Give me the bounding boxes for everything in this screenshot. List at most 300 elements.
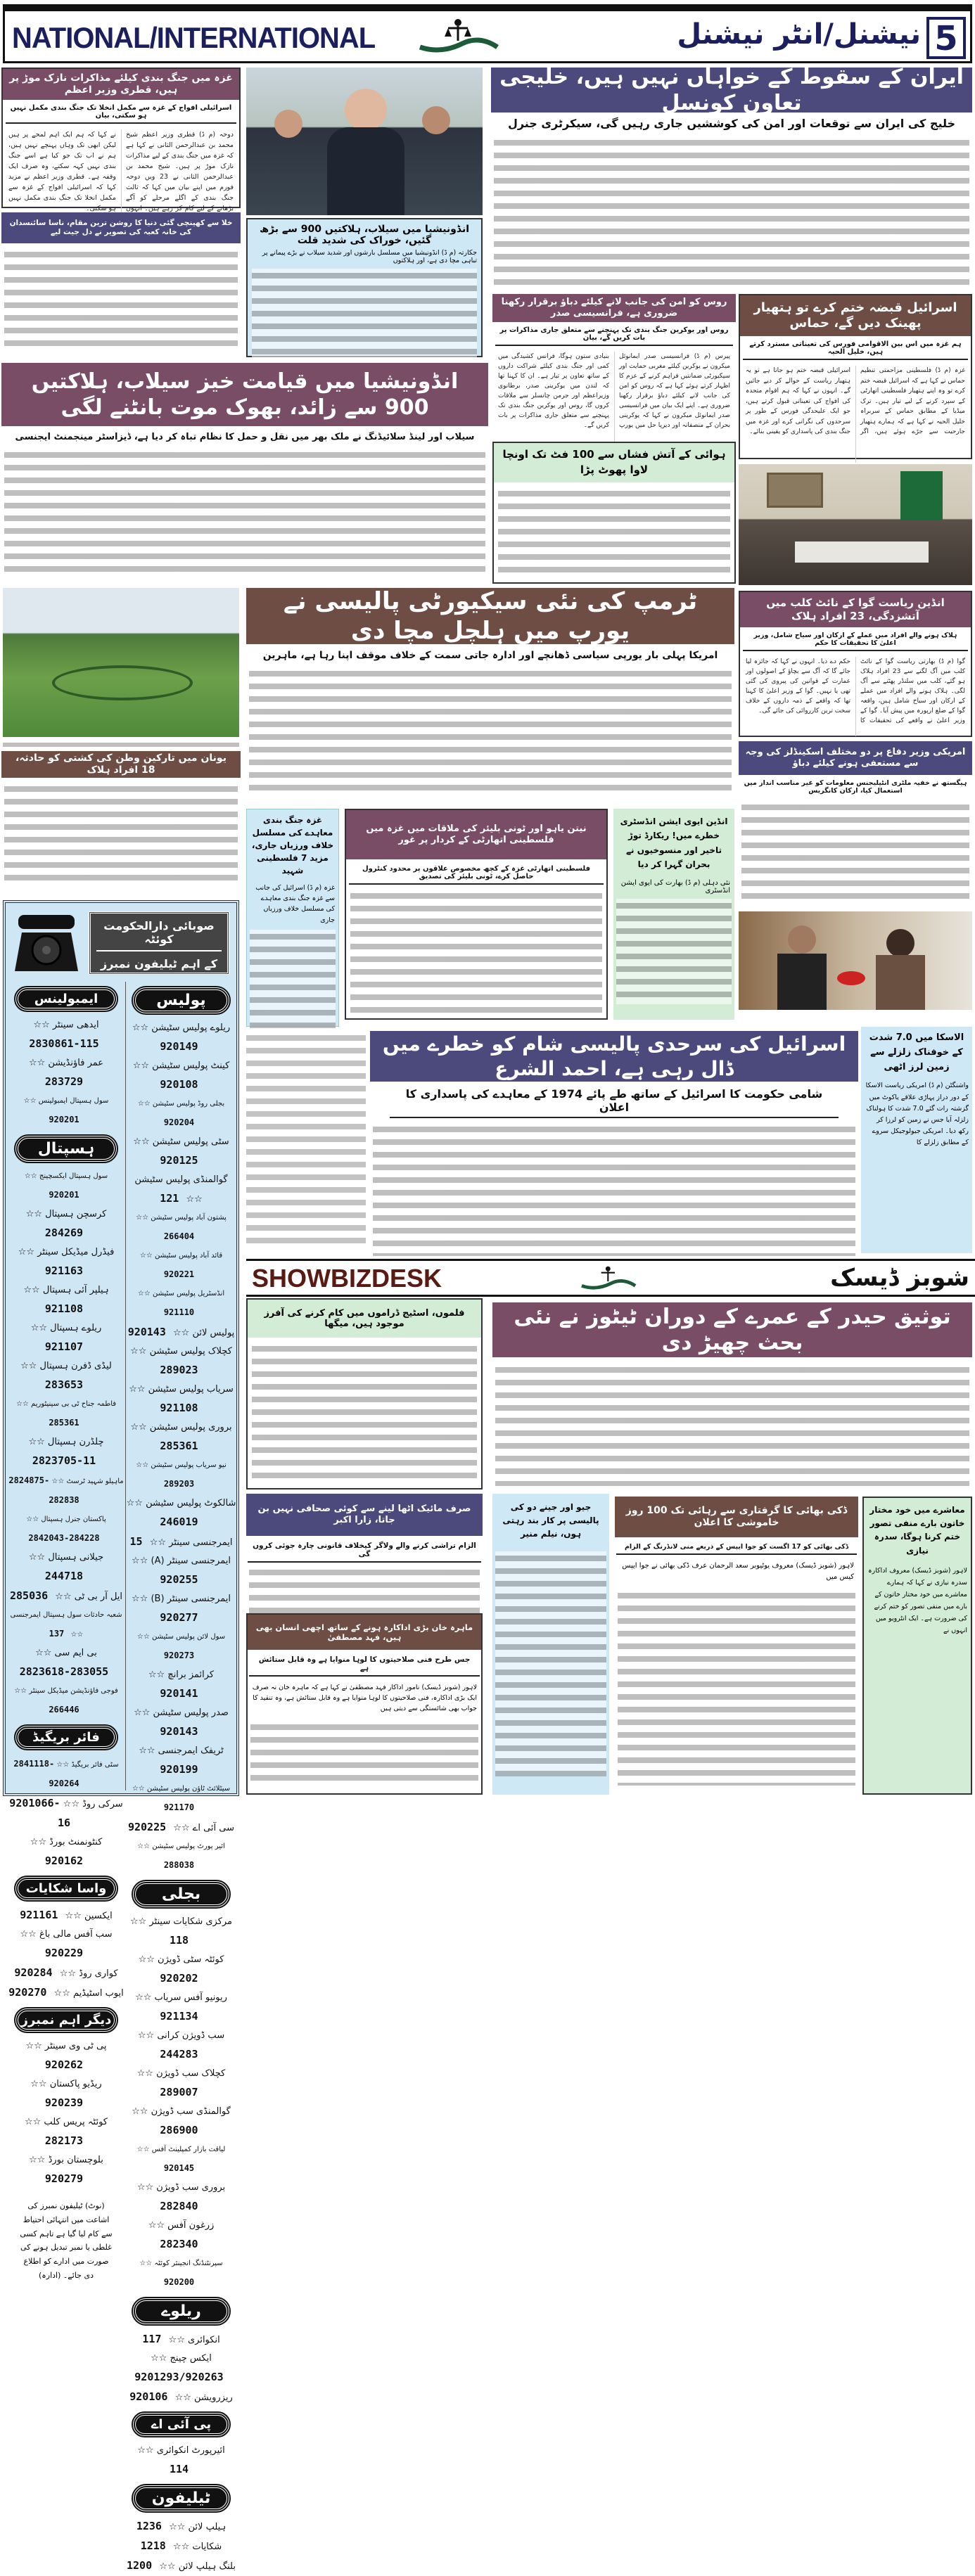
entry-phone-number: 920201 (49, 1115, 79, 1124)
directory-entry (126, 1494, 236, 1532)
directory-entry (126, 1418, 236, 1456)
entry-name: لیڈی ڈفرن ہسپتال ☆☆ (20, 1361, 112, 1371)
phone-directory (3, 900, 239, 2572)
directory-entry (8, 1205, 124, 1243)
headline: ہوائی کے آتش فشاں سے 100 فٹ تک اونچا لاوا پھوٹ پڑا (494, 443, 734, 482)
entry-name: کرائمز برانچ ☆☆ (148, 1670, 215, 1680)
article-goa (739, 591, 972, 737)
headline: ایران کے سقوط کے خواہاں نہیں ہیں، خلیجی تعاون کونسل (491, 68, 972, 113)
entry-phone-number: 2824875-282838 (8, 1475, 79, 1505)
directory-entry (126, 1780, 236, 1818)
subheadline: سیلاب اور لینڈ سلائیڈنگ نے ملک بھر میں نقل و حمل کا نظام تباہ کر دیا ہے، ڈیزاسٹر مینجمنٹ ایجنسی (15, 432, 475, 442)
entry-phone-number: 920201 (49, 1190, 79, 1200)
entry-name: ٹریفک ایمرجنسی ☆☆ (139, 1745, 224, 1756)
showbiz-urdu-title: شوبز ڈیسک (830, 1264, 969, 1292)
entry-name: کینٹ پولیس سٹیشن ☆☆ (132, 1060, 230, 1071)
headline: اسرائیل کی سرحدی پالیسی شام کو خطرے میں ڈال رہی ہے، احمد الشرع (370, 1031, 858, 1082)
directory-section-heading: فائر بریگیڈ (15, 1726, 117, 1749)
entry-phone-number: 920255 (160, 1573, 198, 1586)
entry-name: سٹی پولیس سٹیشن ☆☆ (133, 1136, 229, 1147)
directory-entry (8, 1243, 124, 1281)
entry-phone-number: 2842043-284228 (28, 1533, 100, 1543)
entry-phone-number: 9201293/920263 (134, 2371, 224, 2383)
entry-phone-number: 920204 (163, 1117, 195, 1127)
directory-entry (126, 1171, 236, 1209)
headline: اسرائیل قبضہ ختم کرے تو ہتھیار پھینک دیں گے، حماس (740, 295, 971, 336)
subheadline: خلیج کی ایران سے توقعات اور امن کی کوششیں جاری رہیں گی، سیکرٹری جنرل (507, 117, 956, 130)
english-section-title: NATIONAL/INTERNATIONAL (12, 21, 376, 54)
directory-entry (126, 2330, 236, 2350)
article-russia-france (492, 294, 736, 438)
directory-entry (8, 2037, 124, 2075)
entry-name: ایکسین ☆☆ (62, 1911, 113, 1921)
directory-section-heading: ایمبولینس (15, 987, 117, 1011)
entry-name: کنٹونمنٹ بورڈ ☆☆ (30, 1837, 103, 1847)
headline: انڈونیشیا میں قیامت خیز سیلاب، ہلاکتیں 900 سے زائد، بھوک موت بانٹنے لگی (1, 363, 488, 426)
directory-entry (8, 1983, 124, 2003)
article-lead: لاہور (شوبز ڈیسک) نامور اداکار فہد مصطفیٰ نے کہا ہے کہ ماہرہ خان نہ صرف ایک بڑی اداکارہ، فنی صلاحیتوں کا لوہا منوایا ہے وہ قابل ستائش ہے، وہ تنقید کا جواب بھی شائستگی سے دیتی ہیں (252, 1684, 477, 1713)
article-body: دوحہ (م ڈ) قطری وزیر اعظم شیخ محمد بن عبدالرحمن الثانی نے کہا ہے کہ غزہ میں جنگ بندی کے لیے مذاکرات نازک موڑ پر ہیں۔ شیخ محمد بن عبدالرحمن الثانی نے 23 ویں دوحہ فورم میں اپنے بیان میں کہا کہ ثالث جنگ بندی کے اگلے مرحلے کو آگے بڑھانے کے لیے کام کر رہے ہیں۔ انہوں نے کہا کہ ہم ایک اہم لمحے پر ہیں لیکن ابھی تک وہاں پہنچے نہیں ہیں، ہم نے اب تک جو کیا ہے اسے جنگ بندی نہیں کہہ سکتے، وہ صرف ایک وقفہ ہے۔ قطری وزیر اعظم نے مزید کہا کہ اسرائیلی افواج کے غزہ سے مکمل انخلا تک جنگ بندی مکمل نہیں ہو سکتی۔ (8, 131, 234, 212)
article-neelam-munir (492, 1494, 609, 1795)
entry-phone-number: 920262 (44, 2058, 84, 2071)
directory-section-heading: پولیس (133, 987, 229, 1013)
entry-name: صدر پولیس سٹیشن ☆☆ (134, 1707, 229, 1718)
subheadline: اسرائیلی افواج کے غزہ سے مکمل انخلا تک جنگ بندی مکمل نہیں ہو سکتی، بیان (6, 101, 236, 124)
entry-name: ایدھی سینٹر ☆☆ (33, 1020, 99, 1030)
directory-entry (126, 1019, 236, 1057)
directory-entry (8, 1167, 124, 1205)
entry-name: ریلوے پولیس سٹیشن ☆☆ (132, 1023, 231, 1033)
article-body-text (250, 1720, 478, 1783)
entry-name: فاطمہ جناح ٹی بی سینیٹوریم ☆☆ (15, 1400, 117, 1408)
directory-entry (8, 1906, 124, 1925)
entry-phone-number: 286900 (160, 2124, 198, 2136)
entry-name: زرغون آفس ☆☆ (148, 2220, 215, 2231)
directory-entry (126, 1838, 236, 1876)
entry-phone-number: 920108 (160, 1078, 198, 1091)
entry-phone-number: 288038 (163, 1860, 195, 1870)
entry-phone-number: 244283 (160, 2048, 198, 2061)
directory-entry (126, 2556, 236, 2576)
directory-entry (126, 2103, 236, 2141)
article-hawaii (492, 442, 736, 584)
entry-phone-number: 920145 (163, 2163, 195, 2173)
entry-phone-number: 920225 (127, 1821, 167, 1833)
headline: توثیق حیدر کے عمرے کے دوران ٹیٹوز نے نئی بحث چھیڑ دی (492, 1302, 972, 1357)
article-body-text (618, 1589, 855, 1786)
headline: ڈکی بھائی کا گرفتاری سے رہائی تک 100 روز خاموشی کا اعلان (615, 1497, 858, 1537)
article-us-defense (739, 741, 972, 907)
directory-entry (8, 1755, 124, 1794)
entry-phone-number: 1236 (136, 2520, 162, 2532)
entry-name: سول ہسپتال ایمبولینس ☆☆ (23, 1097, 109, 1105)
directory-section-heading: ریلوے (133, 2298, 229, 2324)
article-body-text (4, 782, 238, 887)
article-tauqeer (492, 1302, 972, 1491)
article-lead: لاہور (شوبز ڈیسک) معروف اداکارہ سدرہ نیازی نے کہا کہ ہمارے معاشرے میں خود مختار خاتون کے بارے میں منفی تصور کو ختم کرنے کی ضرورت ہے۔ ایک انٹرویو میں انہوں نے (867, 1566, 967, 1635)
directory-entry (126, 1951, 236, 1989)
directory-column-right (125, 982, 236, 2572)
directory-section-heading: پی آئی اے (133, 2413, 229, 2436)
entry-phone-number: 1218 (140, 2539, 166, 2552)
directory-entry (126, 2179, 236, 2217)
entry-name: سی آئی اے ☆☆ (170, 1823, 235, 1833)
headline: انڈین ایوی ایشن انڈسٹری خطرے میں! ریکارڈ توڑ تاخیر اور منسوخیوں نے بحران گہرا کر دیا (620, 816, 728, 870)
directory-entry (126, 2255, 236, 2293)
entry-name: کواری روڈ ☆☆ (56, 1968, 118, 1979)
entry-name: بروری پولیس سٹیشن ☆☆ (130, 1422, 232, 1433)
article-iran-gcc (491, 64, 972, 290)
article-body-text (373, 1122, 855, 1256)
showbiz-header (246, 1259, 975, 1297)
telephone-icon (11, 911, 82, 975)
article-body-text (252, 269, 477, 360)
entry-phone-number: 15 (129, 1535, 143, 1548)
entry-name: انڈسٹریل پولیس سٹیشن ☆☆ (137, 1290, 225, 1297)
article-body-text (246, 1031, 366, 1250)
entry-phone-number: 921108 (160, 1402, 198, 1414)
entry-phone-number: 246019 (160, 1516, 198, 1528)
article-syria (370, 1031, 858, 1250)
directory-entry (126, 2350, 236, 2388)
directory-section-heading: ہسپتال (15, 1136, 117, 1162)
entry-phone-number: 920199 (160, 1763, 198, 1776)
entry-phone-number: 921161 (20, 1909, 58, 1921)
directory-note: (نوٹ) ٹیلیفون نمبرز کی اشاعت میں انتہائی احتیاط سے کام لیا گیا ہے تاہم کسی غلطی یا نمبر تبدیل ہونے کی صورت میں ادارے کو اطلاع دی جائے۔ (ادارہ) (14, 2195, 118, 2287)
article-body-text (249, 1565, 480, 1615)
entry-name: سٹی فائر بریگیڈ ☆☆ (54, 1761, 119, 1769)
article-body-text (249, 667, 732, 793)
subheadline: روس اور یوکرین جنگ بندی تک پہنچنے سے متعلق جاری مذاکرات پر بات کریں گے، بیان (495, 323, 733, 346)
entry-name: جیلانی ہسپتال ☆☆ (28, 1552, 104, 1563)
directory-entry (8, 2075, 124, 2113)
article-lead: لاہور (شوبز ڈیسک) معروف یوٹیوبر سعد الرحمان عرف ڈکی بھائی نے جوا ایپس کیس میں (622, 1562, 854, 1581)
directory-entry (8, 1511, 124, 1549)
headline: انڈونیشیا میں سیلاب، ہلاکتیں 900 سے بڑھ گئیں، خوراک کی شدید قلت (259, 224, 470, 246)
directory-entry (126, 1209, 236, 1247)
entry-name: فیڈرل میڈیکل سینٹر ☆☆ (18, 1247, 115, 1257)
directory-entry (126, 1456, 236, 1494)
article-gaza-talks (1, 68, 241, 212)
article-body-text (616, 899, 732, 1004)
entry-phone-number: 920200 (163, 2277, 195, 2287)
entry-name: ریڈیو پاکستان ☆☆ (30, 2079, 102, 2089)
article-zara-akbar (246, 1494, 483, 1610)
entry-name: بی ایم سی ☆☆ (35, 1648, 97, 1658)
subheadline: ہیگستھ نے خفیہ ملٹری انٹیلیجنس معلومات کو غیر مناسب انداز میں استعمال کیا، ارکان کانگریس (744, 779, 967, 795)
showbiz-english-title: SHOWBIZDESK (252, 1264, 442, 1293)
headline: امریکی وزیر دفاع پر دو مختلف اسکینڈلز کی وجہ سے مستعفی ہونے کیلئے دباؤ (739, 741, 972, 775)
directory-entry (8, 1471, 124, 1511)
entry-name: انکوائری ☆☆ (165, 2335, 220, 2345)
directory-entry (8, 1644, 124, 1682)
directory-entry (8, 1016, 124, 1054)
entry-phone-number: 921108 (44, 1302, 84, 1315)
entry-name: ریونیو آفس سریاب ☆☆ (135, 1992, 227, 2003)
entry-name: کوئٹہ سٹی ڈویژن ☆☆ (138, 1954, 224, 1965)
directory-title-line2: کے اہم ٹیلیفون نمبرز (100, 957, 218, 970)
directory-entry (8, 1281, 124, 1319)
entry-name: بلنگ ہیلپ لائن ☆☆ (156, 2561, 236, 2572)
subheadline: ڈکی بھائی کو 17 اگست کو جوا ایپس کے ذریعے منی لانڈرنگ کے الزام (616, 1540, 857, 1555)
entry-name: ایکس چینج ☆☆ (151, 2353, 212, 2364)
article-mahira (246, 1613, 483, 1795)
article-body-text (494, 136, 969, 287)
headline-kaaba-photo: خلا سے کھینچی گئی دنیا کا روشن ترین مقام، ناسا سائنسدان کی خانہ کعبہ کی تصویر نے دل جیت لیے (1, 212, 241, 243)
article-body-text (250, 930, 336, 1035)
entry-phone-number: 2841118-920264 (13, 1759, 79, 1788)
entry-phone-number: 920279 (44, 2172, 84, 2185)
entry-phone-number: 282173 (44, 2134, 84, 2147)
news-photo-meeting (739, 464, 972, 585)
entry-name: سول لائن پولیس سٹیشن ☆☆ (136, 1633, 226, 1641)
article-alaska (861, 1027, 972, 1253)
masthead (3, 4, 972, 63)
directory-entry (8, 1549, 124, 1587)
directory-entry (126, 2217, 236, 2255)
directory-entry (126, 1818, 236, 1838)
directory-section-heading: ٹیلیفون (133, 2485, 229, 2511)
directory-entry (8, 1054, 124, 1092)
subheadline: ہلاک ہونے والے افراد میں عملے کے ارکان اور سیاح شامل، وزیر اعلیٰ کا تحقیقات کا حکم (743, 629, 968, 651)
entry-name: ایمرجنسی سینٹر (B) ☆☆ (132, 1594, 231, 1604)
article-body-text (495, 1551, 606, 1776)
entry-name: قائد آباد پولیس سٹیشن ☆☆ (139, 1252, 223, 1260)
entry-name: لیاقت بازار کمپلینٹ آفس ☆☆ (136, 2146, 226, 2153)
photo-caption (3, 738, 239, 747)
directory-title-line1: صوبائی دارالحکومت کوئٹہ (96, 914, 222, 951)
entry-phone-number: 920162 (44, 1854, 84, 1867)
entry-name: سول ہسپتال ایکسچینج ☆☆ (24, 1172, 108, 1180)
headline: غزہ جنگ بندی معاہدے کی مسلسل خلاف ورزیاں جاری، مزید 7 فلسطینی شہید (251, 815, 334, 876)
directory-entry (126, 2442, 236, 2480)
directory-entry (126, 1285, 236, 1323)
entry-phone-number: 289203 (163, 1479, 195, 1489)
directory-entry (126, 1704, 236, 1742)
entry-phone-number: 920221 (163, 1269, 195, 1279)
headline: ماہرہ خان بڑی اداکارہ ہونے کے ساتھ اچھی انسان بھی ہیں، فہد مصطفیٰ (248, 1615, 481, 1650)
entry-phone-number: 920143 (160, 1725, 198, 1738)
entry-name: ایمرجنسی سینٹر (A) ☆☆ (132, 1556, 231, 1566)
entry-phone-number: 283729 (44, 1075, 84, 1088)
directory-entry (126, 1552, 236, 1590)
subheadline: جس طرح فنی صلاحیتوں کا لوہا منوایا ہے وہ قابل ستائش ہے (249, 1653, 480, 1677)
entry-name: ریزرویشن ☆☆ (172, 2392, 233, 2403)
directory-entry (126, 1989, 236, 2027)
article-trump (246, 588, 734, 802)
directory-entry (8, 1357, 124, 1395)
directory-entry (126, 2065, 236, 2103)
directory-entry (126, 2027, 236, 2065)
entry-name: کوئٹہ پریس کلب ☆☆ (24, 2117, 108, 2127)
headline: ٹرمپ کی نئی سیکیورٹی پالیسی نے یورپ میں ہلچل مچا دی (246, 588, 734, 644)
entry-name: پولیس لائن ☆☆ (170, 1328, 235, 1338)
entry-name: پاکستان جنرل ہسپتال ☆☆ (26, 1516, 106, 1523)
headline: جیو اور جینے دو کی پالیسی پر کار بند رہتی ہوں، نیلم منیر (502, 1502, 599, 1539)
entry-name: بجلی روڈ پولیس سٹیشن ☆☆ (137, 1100, 225, 1108)
entry-name: سرکی روڈ ☆☆ (60, 1799, 123, 1809)
urdu-section-title: نیشنل/انٹر نیشنل (677, 18, 921, 51)
entry-name: بلوچستان بورڈ ☆☆ (29, 2155, 103, 2165)
entry-name: سریاب پولیس سٹیشن ☆☆ (129, 1384, 234, 1395)
article-body-text (741, 800, 969, 906)
article-body-text (4, 448, 485, 575)
subheadline: امریکا پہلی بار یورپی سیاسی ڈھانچے اور ادارہ جاتی سمت کے خلاف موقف اپنا رہا ہے، ماہرین (262, 650, 718, 661)
headline: یونان میں تارکین وطن کی کشتی کو حادثہ، 18 افراد ہلاک (1, 751, 241, 778)
directory-entry (126, 1133, 236, 1171)
article-lead: غزہ (م ڈ) اسرائیل کی جانب سے غزہ جنگ بندی معاہدے کی مسلسل خلاف ورزیاں جاری (255, 884, 335, 924)
directory-entry (8, 2151, 124, 2189)
headline: روس کو امن کی جانب لانے کیلئے دباؤ برقرار رکھنا ضروری ہے، فرانسیسی صدر (492, 294, 736, 322)
directory-entry (126, 1343, 236, 1380)
newspaper-logo (577, 1262, 640, 1295)
entry-name: چلڈرن ہسپتال ☆☆ (28, 1437, 104, 1447)
article-lead: جکارتہ (م ڈ) انڈونیشیا میں مسلسل بارشوں اور شدید سیلاب نے بڑے پیمانے پر تباہی مچا دی ہے، اور ہلاکتوں (262, 249, 477, 264)
news-photo-award (739, 911, 972, 1010)
entry-phone-number: 117 (142, 2333, 162, 2345)
directory-entry (126, 1590, 236, 1628)
article-body-text (252, 1342, 477, 1482)
article-sidra-niazi (862, 1497, 972, 1795)
entry-name: ایوب اسٹیڈیم ☆☆ (51, 1988, 124, 1999)
directory-entry (8, 1433, 124, 1471)
entry-name: عمر فاؤنڈیشن ☆☆ (28, 1058, 104, 1068)
entry-name: ایمرجنسی سینٹر ☆☆ (146, 1537, 233, 1548)
entry-name: پی ٹی وی سینٹر ☆☆ (25, 2041, 107, 2051)
entry-phone-number: 920202 (160, 1972, 198, 1985)
entry-phone-number: 920277 (160, 1611, 198, 1624)
subheadline: فلسطینی اتھارٹی غزہ کے کچھ مخصوص علاقوں پر محدود کنٹرول حاصل کرے، ٹونی بلیئر کی تصدیق (349, 862, 604, 885)
entry-phone-number: 920106 (129, 2390, 168, 2403)
article-body-text (495, 1363, 969, 1486)
entry-phone-number: 244718 (44, 1570, 84, 1582)
article-lead: واشنگٹن (م ڈ) امریکی ریاست الاسکا کے دور دراز پہاڑی علاقے یاکوٹ میں گزشتہ رات گئے 7.0 شدت کا ہولناک زلزلہ آیا جس نے زمین کو لرزا کر رکھ دیا۔ امریکی جیولوجیکل سروے کے مطابق زلزلے کا (865, 1082, 969, 1147)
entry-name: ہیلپ لائن ☆☆ (165, 2522, 227, 2532)
entry-phone-number: 920141 (160, 1687, 198, 1700)
directory-entry (126, 1095, 236, 1133)
entry-phone-number: 921170 (163, 1802, 195, 1812)
headline: معاشرے میں خود مختار خاتون بارے منفی تصور ختم کرنا ہوگا، سدرہ نیازی (869, 1505, 965, 1556)
entry-phone-number: 285361 (160, 1440, 198, 1452)
entry-name: بروری سب ڈویژن ☆☆ (136, 2182, 226, 2193)
article-gaza-truce (246, 809, 339, 1027)
directory-entry (126, 2141, 236, 2179)
directory-entry (8, 1092, 124, 1130)
entry-phone-number: 289007 (160, 2086, 198, 2098)
entry-name: کچلاک سب ڈویژن ☆☆ (136, 2068, 226, 2079)
directory-entry (8, 1682, 124, 1720)
entry-phone-number: 921163 (44, 1264, 84, 1277)
directory-entry (8, 1319, 124, 1357)
headline: فلموں، اسٹیج ڈراموں میں کام کرنے کی آفرز موجود ہیں، میگھا (248, 1300, 481, 1338)
directory-entry (126, 2517, 236, 2537)
entry-name: ریلوے ہسپتال ☆☆ (30, 1323, 102, 1333)
entry-phone-number: 121 (160, 1192, 179, 1205)
entry-phone-number: 2823705-11 (32, 1454, 96, 1467)
directory-entry (126, 1380, 236, 1418)
entry-phone-number: 266404 (163, 1231, 195, 1241)
headline: الاسکا میں 7.0 شدت کے خوفناک زلزلے سے زمین لرز اٹھی (869, 1032, 964, 1072)
article-body: پیرس (م ڈ) فرانسیسی صدر ایمانوئل میکرون نے یوکرین کیلئے مغربی حمایت اور سیکیورٹی ضمانتیں فراہم کرنے کے عزم کا اظہار کرتے ہوئے کہا ہے کہ روس کو امن کی جانب لانے کیلئے دباؤ برقرار رکھنا ضروری ہے۔ اپنے ایک بیان میں فرانسیسی صدر ایمانوئل میکرون نے کہا کہ یوکرینی بحران کے منصفانہ اور دیرپا حل میں یورپ بنیادی ستون ہوگا، فرانس کشیدگی میں کمی اور جنگ بندی کیلئے شراکت داروں کے ساتھ تعاون پر تیار ہے۔ ان کا کہنا تھا کہ لندن میں یوکرینی صدر، برطانوی وزیراعظم اور جرمن چانسلر سے ملاقات کروں گا، روس اور یوکرین جنگ بندی تک پہنچنے سے متعلق جاری مذاکرات پر بات کریں گے۔ (498, 353, 730, 429)
entry-name: ایل آر بی ٹی ☆☆ (52, 1591, 123, 1602)
directory-entry (8, 1794, 124, 1833)
entry-name: شکایات ☆☆ (170, 2542, 222, 2552)
entry-phone-number: 921134 (160, 2010, 198, 2023)
headline: انڈین ریاست گوا کے نائٹ کلب میں آتشزدگی، 23 افراد ہلاک (740, 592, 971, 627)
entry-phone-number: 921110 (163, 1307, 195, 1317)
article-ducky-bhai (615, 1497, 858, 1795)
article-megha (246, 1298, 483, 1489)
entry-phone-number: 920239 (44, 2096, 84, 2109)
entry-phone-number: 920273 (163, 1651, 195, 1660)
directory-entry (126, 1913, 236, 1951)
entry-name: پشتون آباد پولیس سٹیشن ☆☆ (136, 1214, 227, 1222)
article-indian-aviation (613, 809, 734, 1020)
entry-phone-number: 920125 (160, 1154, 198, 1167)
article-greece (1, 751, 241, 892)
entry-name: مرکزی شکایات سینٹر ☆☆ (129, 1916, 233, 1927)
headline: صرف مائیک اٹھا لینے سے کوئی صحافی نہیں بن جاتا، زارا اکبر (246, 1494, 483, 1536)
entry-phone-number: 1200 (127, 2559, 153, 2572)
entry-phone-number: 920270 (8, 1986, 47, 1999)
article-lead: نئی دہلی (م ڈ) بھارت کی ایوی ایشن انڈسٹری (620, 878, 730, 895)
entry-name: نیو سریاب پولیس سٹیشن ☆☆ (136, 1461, 227, 1469)
directory-entry (8, 1606, 124, 1644)
entry-name: سیٹلائٹ ٹاؤن پولیس سٹیشن ☆☆ (132, 1785, 231, 1793)
directory-entry (126, 1628, 236, 1666)
directory-entry (8, 1395, 124, 1433)
entry-name: ائیرپورٹ انکوائری ☆☆ (137, 2445, 225, 2456)
entry-phone-number: 114 (169, 2463, 189, 2475)
entry-phone-number: 921107 (44, 1340, 84, 1353)
directory-section-heading: بجلی (133, 1881, 229, 1907)
article-indonesia-big (1, 363, 488, 581)
directory-entry (8, 1587, 124, 1606)
article-netanyahu-blair (345, 809, 608, 1020)
article-body: گوا (م ڈ) بھارتی ریاست گوا کے نائٹ کلب میں آگ لگنے سے 23 افراد ہلاک ہو گئے، کلب میں سلنڈر پھٹنے سے آگ لگی۔ ہلاک ہونے والے افراد میں عملے کے ارکان اور سیاح شامل ہیں، واقعہ گوا کے ضلع ارپورہ میں پیش آیا۔ گوا کے وزیر اعلیٰ نے واقعے کی تحقیقات کا حکم دے دیا۔ انہوں نے کہا کہ جائزہ لیا جائے گا کہ آگ سے بچاؤ کے اصولوں اور عمارت کے قوانین کی پیروی کی گئی تھی یا نہیں۔ گوا کے وزیر اعلیٰ کا کہنا تھا کہ واقعے کے ذمہ داروں کے خلاف سخت ترین کارروائی کی جائے گی۔ (746, 658, 965, 724)
entry-name: سب ڈویژن کرانی ☆☆ (137, 2030, 225, 2041)
entry-phone-number: 284269 (44, 1226, 84, 1239)
entry-name: گوالمنڈی سب ڈویژن ☆☆ (132, 2106, 231, 2117)
entry-phone-number: 137 (49, 1629, 65, 1639)
subheadline: شامی حکومت کا اسرائیل کے ساتھ طے پائے 1974 کے معاہدے کی پاسداری کا اعلان (390, 1084, 839, 1118)
news-photo-officials (246, 68, 483, 215)
entry-name: ماہیلو شہید ٹرسٹ ☆☆ (49, 1478, 124, 1485)
directory-entry (126, 2388, 236, 2407)
entry-phone-number: 920284 (14, 1966, 53, 1979)
entry-phone-number: 282340 (160, 2238, 198, 2250)
directory-entry (126, 1742, 236, 1780)
entry-name: گوالمنڈی پولیس سٹیشن ☆☆ (134, 1174, 228, 1205)
entry-name: فوجی فاؤنڈیشن میڈیکل سینٹر ☆☆ (14, 1687, 118, 1695)
entry-phone-number: 9201066-16 (9, 1797, 71, 1829)
entry-phone-number: 920143 (127, 1326, 166, 1338)
entry-phone-number: 266446 (49, 1705, 79, 1715)
entry-phone-number: 285036 (9, 1589, 49, 1602)
entry-name: سب آفس مالی باغ ☆☆ (20, 1929, 113, 1940)
entry-name: سپرنٹنڈنگ انجینئر کوئٹہ ☆☆ (139, 2260, 223, 2267)
entry-phone-number: 285361 (49, 1418, 79, 1428)
directory-entry (126, 1532, 236, 1552)
article-body: غزہ (م ڈ) فلسطینی مزاحمتی تنظیم حماس نے کہا ہے کہ اسرائیل قبضہ ختم کرے تو وہ اپنے ہتھیار فلسطینی اتھارٹی کے سپرد کرنے کے لیے تیار ہیں۔ ترک میڈیا کے مطابق حماس کے سربراہ خلیل الحیہ نے کہا ہے کہ ہمارے ہتھیار جارحیت سے جڑے ہوئے ہیں، اگر اسرائیلی قبضہ ختم ہو جاتا ہے تو یہ ہتھیار ریاست کے حوالے کر دیے جائیں گے۔ انہوں نے کہا کہ ہم اقوام متحدہ کی افواج کی تعیناتی قبول کرتے ہیں، جو ایک علیحدگی فورس کے طور پر سرحدوں کی نگرانی کرے اور غزہ میں جنگ بندی کی پاسداری کو یقینی بنائے۔ (746, 367, 965, 435)
entry-name: کرسچن ہسپتال ☆☆ (25, 1209, 107, 1219)
headline: غزہ میں جنگ بندی کیلئے مذاکرات نازک موڑ پر ہیں، قطری وزیر اعظم (3, 69, 239, 100)
directory-title (89, 911, 229, 975)
article-body-text (350, 889, 602, 1015)
entry-name: کچلاک پولیس سٹیشن ☆☆ (130, 1346, 232, 1357)
directory-entry (8, 2113, 124, 2151)
article-body-text (4, 248, 238, 353)
